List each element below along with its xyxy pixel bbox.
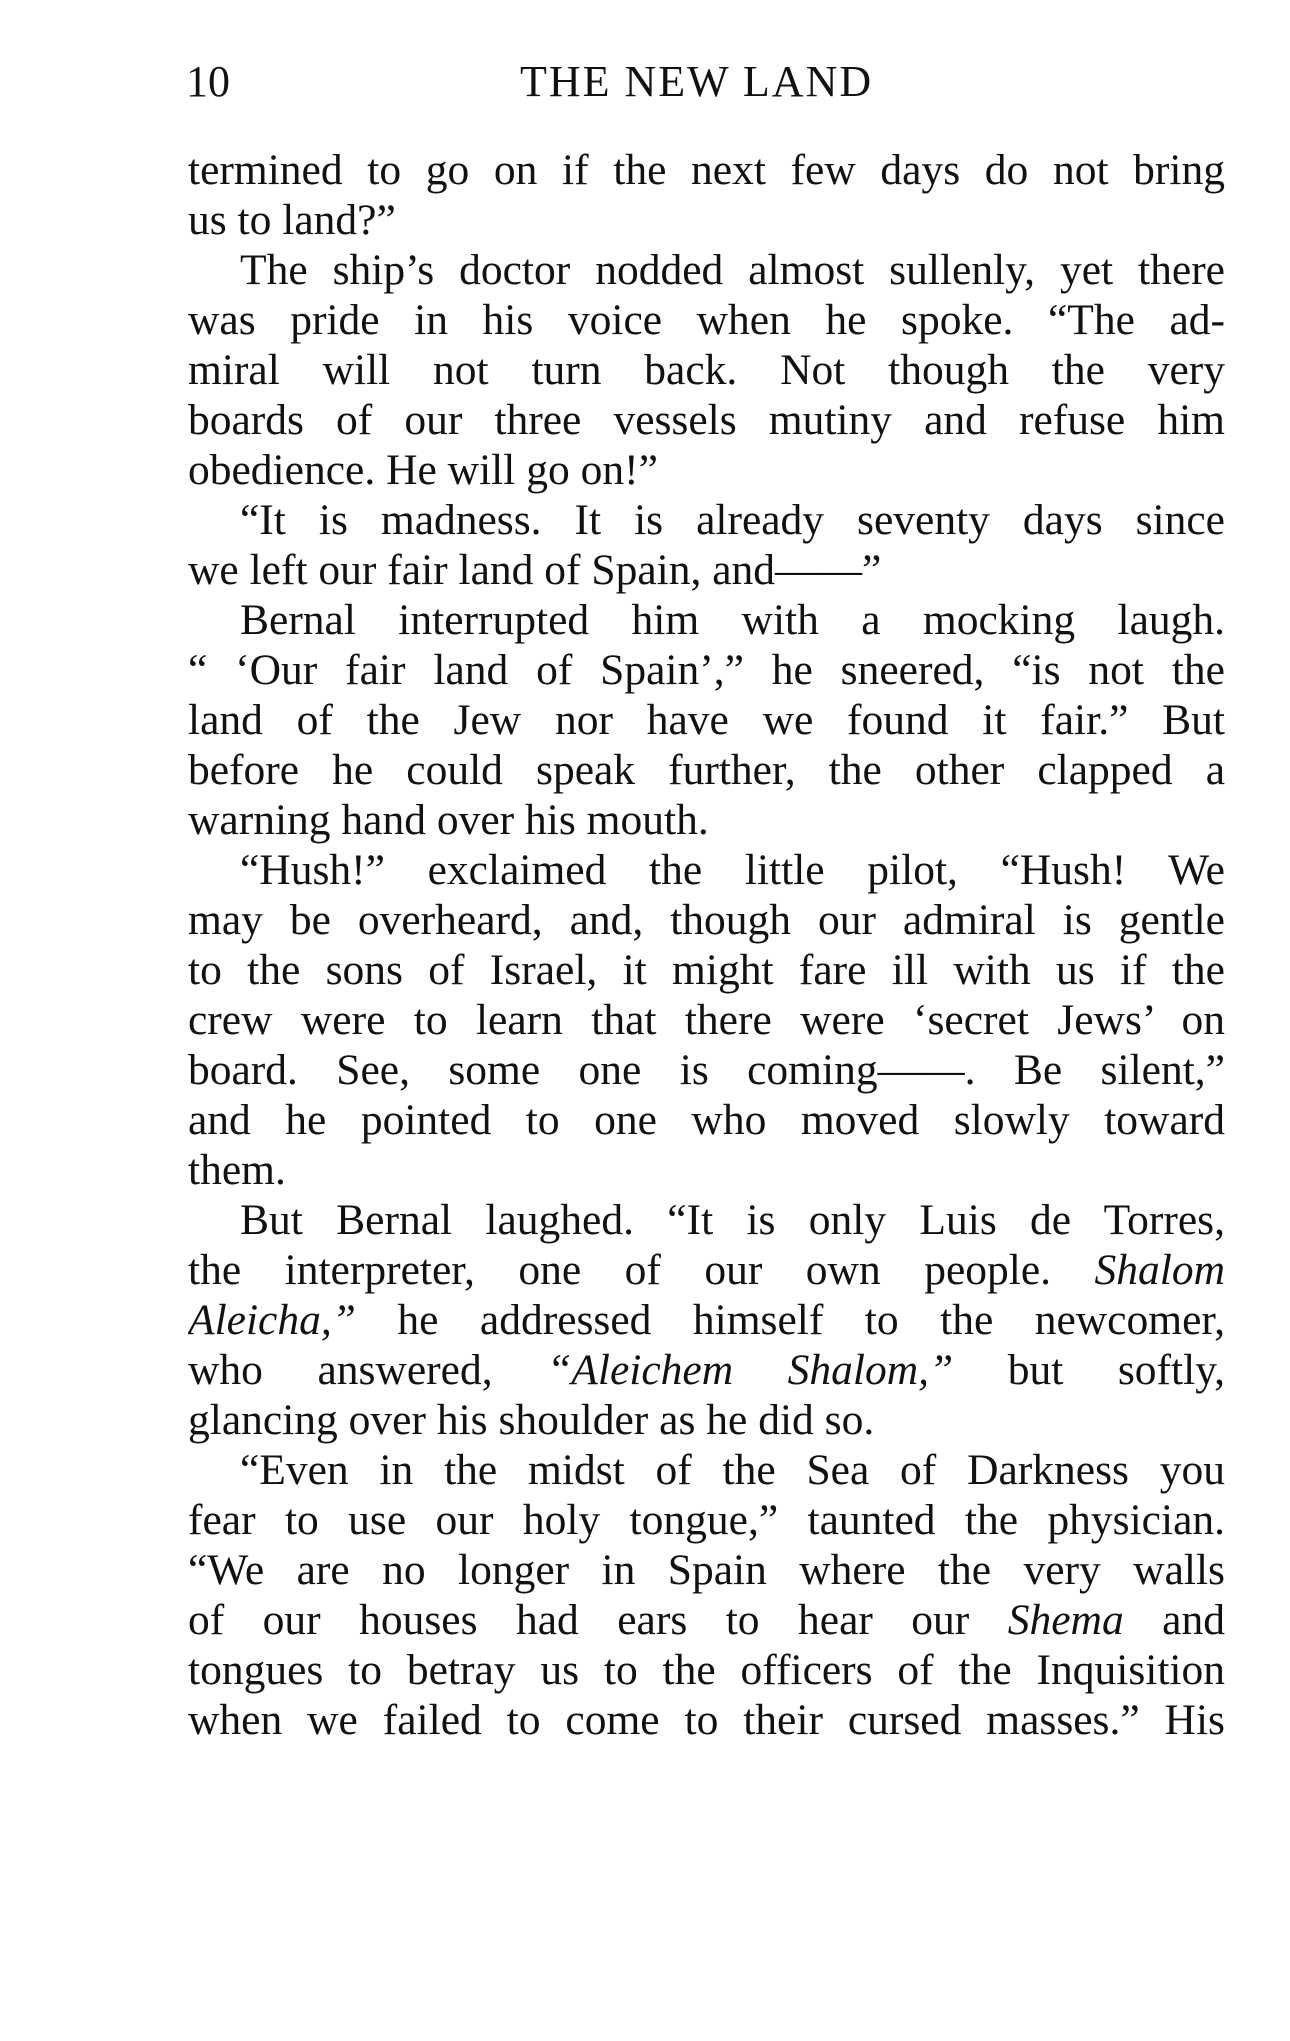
italic-text: “Aleichem Shalom,” bbox=[547, 1346, 954, 1394]
text-line bbox=[188, 1245, 1225, 1295]
running-title: THE NEW LAND bbox=[520, 57, 874, 106]
text-line: was pride in his voice when he spoke. “The ad- bbox=[188, 296, 1225, 344]
text-line: tongues to betray us to the officers of the Inquisition bbox=[188, 1646, 1225, 1694]
text-line bbox=[188, 1295, 1225, 1345]
text-line: “It is madness. It is already seventy days since bbox=[240, 496, 1225, 544]
italic-text: Aleicha,” bbox=[188, 1296, 356, 1344]
text-line: glancing over his shoulder as he did so. bbox=[188, 1396, 875, 1444]
text-line bbox=[188, 1595, 1225, 1645]
running-head bbox=[0, 52, 1290, 112]
italic-text: Shema bbox=[1007, 1596, 1124, 1644]
text-line: But Bernal laughed. “It is only Luis de Torres, bbox=[240, 1196, 1225, 1244]
text-segment: he addressed himself to the newcomer, bbox=[355, 1296, 1225, 1344]
text-line: obedience. He will go on!” bbox=[188, 446, 658, 494]
text-line: fear to use our holy tongue,” taunted the physician. bbox=[188, 1496, 1225, 1544]
text-line: Bernal interrupted him with a mocking laugh. bbox=[240, 596, 1225, 644]
text-segment: but softly, bbox=[953, 1346, 1225, 1394]
text-segment: of our houses had ears to hear our bbox=[188, 1596, 1008, 1644]
text-line: land of the Jew nor have we found it fair.” But bbox=[188, 696, 1225, 744]
text-segment: the interpreter, one of our own people. bbox=[188, 1246, 1095, 1294]
text-line: us to land?” bbox=[188, 196, 396, 244]
italic-text: Shalom bbox=[1094, 1246, 1225, 1294]
text-line: crew were to learn that there were ‘secret Jews’ on bbox=[188, 996, 1225, 1044]
text-line: termined to go on if the next few days do not bring bbox=[188, 146, 1225, 194]
text-line: boards of our three vessels mutiny and refuse him bbox=[188, 396, 1225, 444]
text-line: warning hand over his mouth. bbox=[188, 796, 709, 844]
text-line: to the sons of Israel, it might fare ill with us if the bbox=[188, 946, 1225, 994]
text-line: we left our fair land of Spain, and——” bbox=[188, 546, 882, 594]
text-line bbox=[188, 1345, 1225, 1395]
text-line: “Hush!” exclaimed the little pilot, “Hush! We bbox=[240, 846, 1225, 894]
text-line: and he pointed to one who moved slowly toward bbox=[188, 1096, 1225, 1144]
text-line: them. bbox=[188, 1146, 286, 1194]
text-line: board. See, some one is coming——. Be silent,” bbox=[188, 1046, 1225, 1094]
text-line: may be overheard, and, though our admiral is gentle bbox=[188, 896, 1225, 944]
text-line: miral will not turn back. Not though the very bbox=[188, 346, 1225, 394]
text-line: “ ‘Our fair land of Spain’,” he sneered, “is not the bbox=[188, 646, 1225, 694]
text-line: The ship’s doctor nodded almost sullenly, yet there bbox=[240, 246, 1225, 294]
text-line: “We are no longer in Spain where the very walls bbox=[188, 1546, 1225, 1594]
text-segment: who answered, bbox=[188, 1346, 548, 1394]
text-segment: and bbox=[1123, 1596, 1225, 1644]
text-line: “Even in the midst of the Sea of Darkness you bbox=[240, 1446, 1225, 1494]
text-line: when we failed to come to their cursed masses.” His bbox=[188, 1696, 1225, 1744]
text-line: before he could speak further, the other clapped a bbox=[188, 746, 1225, 794]
page-number: 10 bbox=[186, 57, 230, 106]
body-text bbox=[188, 145, 1225, 1745]
